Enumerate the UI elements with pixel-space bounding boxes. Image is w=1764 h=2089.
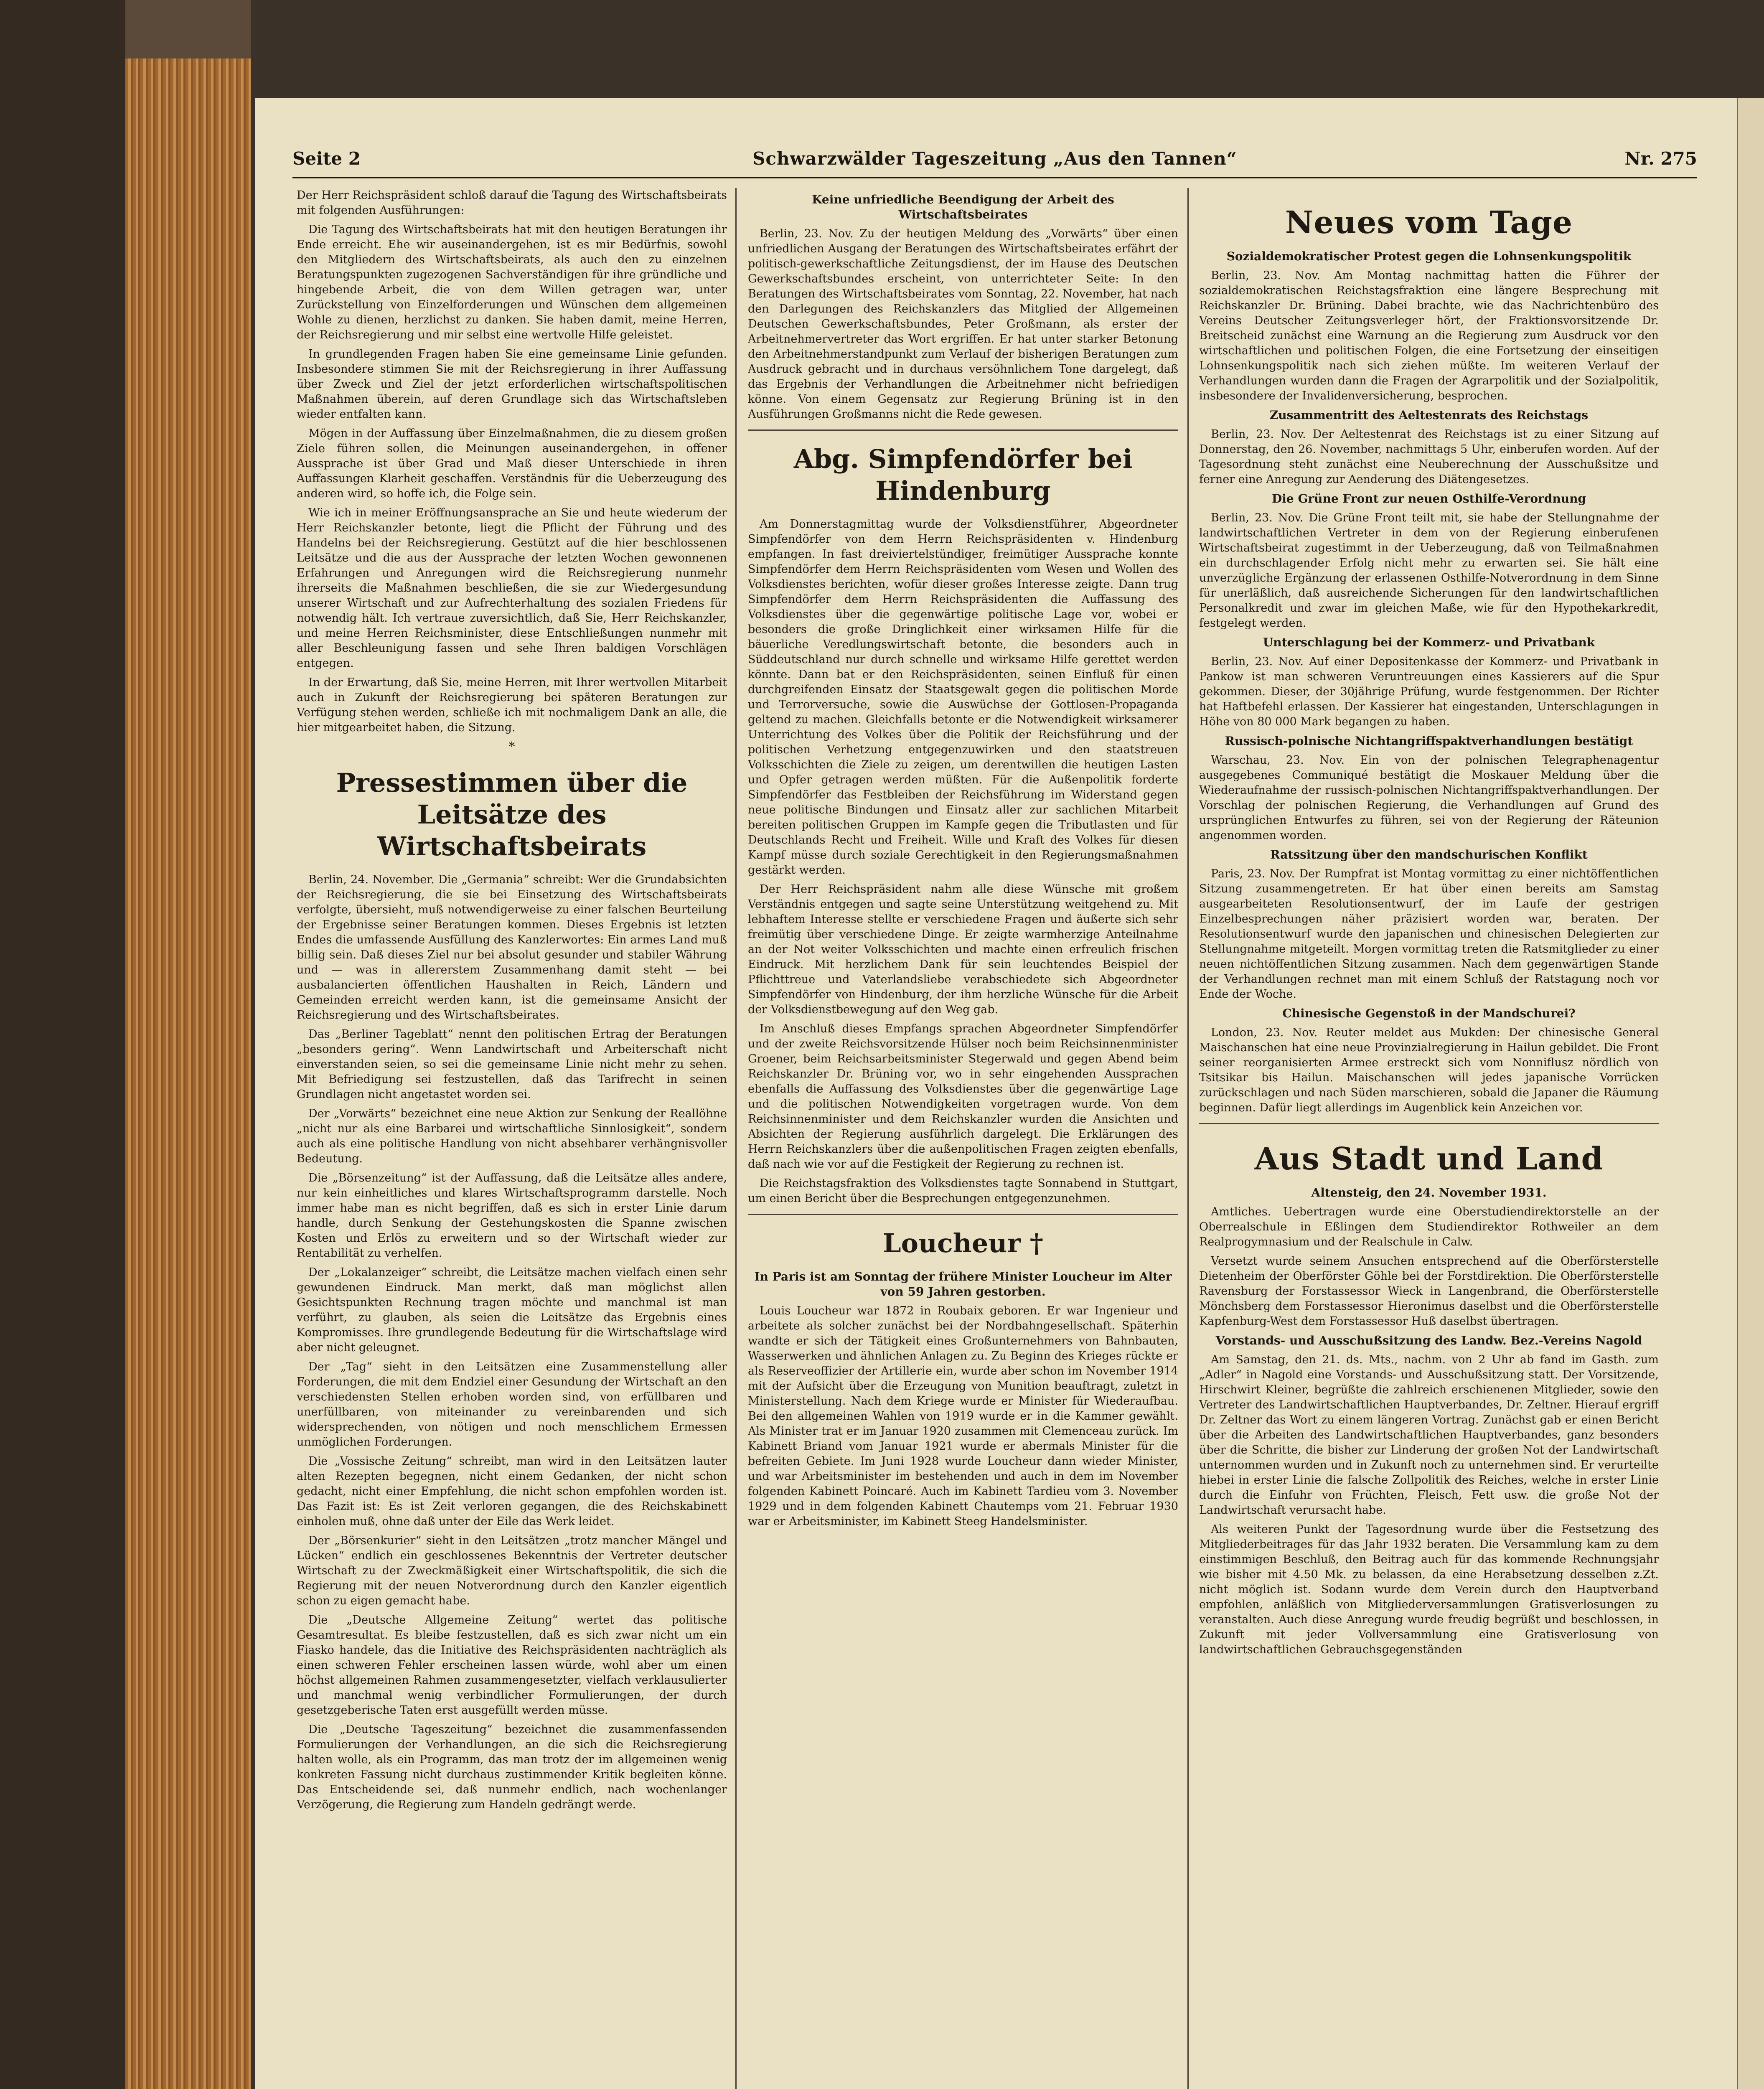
news-subhead: Vorstands- und Ausschußsitzung des Landw. Bez.-Vereins Nagold — [1215, 1334, 1642, 1347]
news-paragraph: Berlin, 23. Nov. Auf einer Depositenkasse der Kommerz- und Privatbank in Pankow ist man schweren Veruntreuungen eines Kassierers auf die Spur gekommen. Dieser, der 30jährige Prüfung, wurde festgenommen. Der Richter hat Haftbefehl erlassen. Der Kassierer hat eingestanden, Unterschlagungen in Höhe von 80 000 Mark begangen zu haben. — [1199, 655, 1659, 728]
news-subhead: Sozialdemokratischer Protest gegen die Lohnsenkungspolitik — [1226, 249, 1632, 263]
article-intro: Der Herr Reichspräsident schloß darauf die Tagung des Wirtschaftsbeirats mit folgenden Ausführungen: — [297, 189, 727, 217]
book-spine — [0, 0, 125, 2089]
article-paragraph: Die Reichstagsfraktion des Volksdienstes tagte Sonnabend in Stuttgart, um einen Bericht über die Besprechungen entgegenzunehmen. — [748, 1177, 1178, 1205]
news-paragraph: Als weiteren Punkt der Tagesordnung wurde über die Festsetzung des Mitgliederbeitrages für das Jahr 1932 beraten. Die Versammlung kam zu dem einstimmigen Beschluß, den Beitrag auch für das kommende Rechnungsjahr wie bisher mit 4.50 Mk. zu belassen, da eine Herabsetzung desselben z.Zt. nicht möglich ist. Sodann wurde dem Verein durch den Hauptverband empfohlen, anläßlich von Mitgliederversammlungen Gratisverlosungen zu veranstalten. Auch diese Anregung wurde freudig begrüßt und beschlossen, in Zukunft mit jeder Vollversammlung eine Gratisverlosung von landwirtschaftlichen Gebrauchsgegenständen — [1199, 1523, 1659, 1656]
headline-loucheur: Loucheur † — [882, 1228, 1044, 1258]
article-paragraph: Wie ich in meiner Eröffnungsansprache an Sie und heute wiederum der Herr Reichskanzler betonte, liegt die Pflicht der Führung und des Handelns bei der Reichsregierung. Gestützt auf die hier beschlossenen Leitsätze und die aus der Aussprache der letzten Wochen gewonnenen Erfahrungen und Anregungen wird die Reichsregierung nunmehr ihrerseits die Maßnahmen beschließen, die sie zur Wiedergesundung unserer Wirtschaft und zur Aufrechterhaltung des sozialen Friedens für notwendig hält. Ich vertraue zuversichtlich, daß Sie, Herr Reichskanzler, und meine Herren Reichsminister, diese Entschließungen nunmehr mit aller Beschleunigung fassen und sehe Ihren baldigen Vorschlägen entgegen. — [297, 506, 727, 670]
facing-page-edge — [1737, 98, 1764, 2089]
news-paragraph: Versetzt wurde seinem Ansuchen entsprechend auf die Oberförsterstelle Dietenheim der Oberförster Göhle bei der Forstdirektion. Die Oberförsterstelle Ravensburg der Forstassessor Wieck in Langenbrand, die Oberförsterstelle Mönchsberg dem Forstassessor Hieronimus daselbst und die Oberförsterstelle Kapfenburg-West dem Forstassessor Huß daselbst übertragen. — [1199, 1255, 1659, 1328]
news-subhead: Russisch-polnische Nichtangriffspaktverhandlungen bestätigt — [1225, 734, 1633, 748]
news-paragraph: Paris, 23. Nov. Der Rumpfrat ist Montag vormittag zu einer nichtöffentlichen Sitzung zusammengetreten. Er hat über einen bereits am Samstag ausgearbeiteten Resolutionsentwurf, der im Laufe der gestrigen Einzelbesprechungen näher präzisiert worden war, beraten. Der Resolutionsentwurf wurde den japanischen und chinesischen Delegierten zur Stellungnahme mitgeteilt. Morgen vormittag treten die Ratsmitglieder zu einer neuen nichtöffentlichen Sitzung zusammen. Nach dem gegenwärtigen Stande der Verhandlungen rechnet man mit einem Schluß der Ratstagung noch vor Ende der Woche. — [1199, 867, 1659, 1001]
divider — [1199, 1123, 1659, 1124]
article-paragraph: Der „Börsenkurier“ sieht in den Leitsätzen „trotz mancher Mängel und Lücken“ endlich ein geschlossenes Bekenntnis der Vertreter deutscher Wirtschaft zu der Zweckmäßigkeit einer Wirtschaftspolitik, die sich die Regierung mit der neuen Notverordnung durch den Kanzler eigentlich schon zu eigen gemacht habe. — [297, 1534, 727, 1607]
divider — [748, 429, 1178, 431]
article-paragraph: Der Herr Reichspräsident nahm alle diese Wünsche mit großem Verständnis entgegen und sagte seine Unterstützung weitgehend zu. Mit lebhaftem Interesse stellte er verschiedene Fragen und äußerte sich sehr freimütig über verschiedene Dinge. Er zeigte warmherzige Anteilnahme an der Not weiter Volksschichten und machte einen erfreulich frischen Eindruck. Mit herzlichem Dank für sein leuchtendes Beispiel der Pflichttreue und Vaterlandsliebe verabschiedete sich Abgeordneter Simpfendörfer von Hindenburg, der ihm herzliche Wünsche für die Arbeit der Volksdienstbewegung auf den Weg gab. — [748, 883, 1178, 1016]
article-paragraph: Berlin, 23. Nov. Zu der heutigen Meldung des „Vorwärts“ über einen unfriedlichen Ausgang der Beratungen des Wirtschaftsbeirates erfährt der politisch-gewerkschaftliche Zeitungsdienst, der im Hause des Deutschen Gewerkschaftsbundes erscheint, von unterrichteter Seite: In den Beratungen des Wirtschaftsbeirates vom Sonntag, 22. November, hat nach den Darlegungen des Reichskanzlers das Mitglied der Allgemeinen Deutschen Gewerkschaftsbundes, Peter Großmann, als erster der Arbeitnehmervertreter das Wort ergriffen. Er hat unter starker Betonung den Arbeitnehmerstandpunkt zum Verlauf der bisherigen Beratungen zum Ausdruck gebracht und in durchaus versöhnlichem Tone dargelegt, daß das Ergebnis der Verhandlungen die Arbeitnehmer nicht befriedigen könne. Von einem Gegensatz zur Regierung Brüning ist in den Ausführungen Großmanns nicht die Rede gewesen. — [748, 227, 1178, 421]
section-title-neues: Neues vom Tage — [1285, 205, 1573, 241]
column-3 — [1199, 188, 1659, 2089]
article-paragraph: In grundlegenden Fragen haben Sie eine gemeinsame Linie gefunden. Insbesondere stimmen Sie mit der Reichsregierung in ihrer Auffassung über Zweck und Ziel der jetzt erforderlichen wirtschaftspolitischen Maßnahmen überein, auf deren Grundlage sich das Wirtschaftsleben wieder entfalten kann. — [297, 348, 727, 421]
news-subhead: Ratssitzung über den mandschurischen Konflikt — [1270, 848, 1588, 862]
article-paragraph: Die „Börsenzeitung“ ist der Auffassung, daß die Leitsätze alles andere, nur kein einheitliches und klares Wirtschaftsprogramm darstelle. Noch immer habe man es nicht begriffen, daß es sich in erster Linie darum handle, durch Senkung der Gestehungskosten die Spanne zwischen Kosten und Erlös zu erweitern und so der Wirtschaft wieder zur Rentabilität zu verhelfen. — [297, 1172, 727, 1260]
article-paragraph: Die „Vossische Zeitung“ schreibt, man wird in den Leitsätzen lauter alten Rezepten begegnen, nicht einem Gedanken, der nicht schon gedacht, nicht einer Empfehlung, die nicht schon empfohlen worden ist. Das Fazit ist: Es ist Zeit verloren gegangen, die des Reichskabinett einholen muß, ohne daß unter der Eile das Werk leidet. — [297, 1455, 727, 1528]
article-paragraph: Am Donnerstagmittag wurde der Volksdienstführer, Abgeordneter Simpfendörfer von dem Herrn Reichspräsidenten v. Hindenburg empfangen. In fast dreiviertelstündiger, freimütiger Aussprache konnte Simpfendörfer dem Herrn Reichspräsidenten vom Wesen und Wollen des Volksdienstes berichten, wofür dieser großes Interesse zeigte. Dann trug Simpfendörfer dem Herrn Reichspräsidenten die Auffassung des Volksdienstes über die gegenwärtige politische Lage vor, wobei er besonders die große Dringlichkeit einer wirksamen Hilfe für die bäuerliche Veredlungswirtschaft betonte, die besonders auch in Süddeutschland nur durch schnelle und wirksame Hilfe gerettet werden könnte. Dann bat er den Reichspräsidenten, seinen Einfluß für einen durchgreifenden Einsatz der Staatsgewalt gegen die politischen Morde und Terrorversuche, sowie die Auswüchse der Gottlosen-Propaganda geltend zu machen. Gleichfalls betonte er die Notwendigkeit wirksamerer Unterrichtung des Volkes über die Politik der Reichsführung und der politischen Verhetzung entgegenzuwirken und den staatstreuen Volksschichten die Ziele zu zeigen, um derentwillen die heutigen Lasten und Opfer getragen werden müßten. Für die Außenpolitik forderte Simpfendörfer das Festbleiben der Reichsführung im Widerstand gegen neue politische Bindungen und Einsatz aller zur sachlichen Mitarbeit bereiten politischen Gruppen im Kampfe gegen die Tributlasten und für Deutschlands Recht und Freiheit. Wille und Kraft des Volkes für diesen Kampf müsse durch soziale Gerechtigkeit in den Regierungsmaßnahmen gestärkt werden. — [748, 518, 1178, 877]
paper-title: Schwarzwälder Tageszeitung „Aus den Tannen“ — [752, 148, 1237, 169]
article-paragraph: Das „Berliner Tageblatt“ nennt den politischen Ertrag der Beratungen „besonders gering“. Wenn Landwirtschaft und Arbeiterschaft nicht einverstanden seien, so sei die gemeinsame Linie nicht mehr zu sehen. Mit Befriedigung sei festzustellen, daß das Tarifrecht in seinen Grundlagen nicht angetastet worden sei. — [297, 1028, 727, 1101]
headline-beirat: Keine unfriedliche Beendigung der Arbeit des Wirtschaftsbeirates — [812, 193, 1114, 221]
article-paragraph: Der „Lokalanzeiger“ schreibt, die Leitsätze machen vielfach einen sehr gewundenen Eindruck. Man merkt, daß man möglichst allen Gesichtspunkten Rechnung tragen möchte und manchmal ist man verführt, zu glauben, als seien die Leitsätze das Ergebnis eines Kompromisses. Ihre grundlegende Bedeutung für die Wirtschaftslage wird aber nicht geleugnet. — [297, 1266, 727, 1354]
article-paragraph: Im Anschluß dieses Empfangs sprachen Abgeordneter Simpfendörfer und der zweite Reichsvorsitzende Hülser noch beim Reichsinnenminister Groener, beim Reichsarbeitsminister Stegerwald und gegen Abend beim Reichskanzler Dr. Brüning vor, wo in sehr eingehenden Aussprachen ebenfalls die Auffassung des Volksdienstes über die gegenwärtige Lage und die politischen Notwendigkeiten vorgetragen wurde. Von dem Reichsinnenminister und dem Reichskanzler wurden die Ansichten und Absichten der Regierung ausführlich dargelegt. Die Erklärungen des Herrn Reichskanzlers über die außenpolitischen Fragen zeigten ebenfalls, daß nach wie vor auf die Festigkeit der Regierung zu rechnen ist. — [748, 1022, 1178, 1171]
header-rule — [292, 177, 1697, 178]
article-paragraph: Die „Deutsche Allgemeine Zeitung“ wertet das politische Gesamtresultat. Es bleibe festzustellen, daß es sich zwar nicht um ein Fiasko handele, das die Initiative des Reichspräsidenten nachträglich als einen schweren Fehler erscheinen lassen würde, wohl aber um einen höchst allgemeinen Rahmen zusammengesetzter, vielfach verklausulierter und manchmal wenig verbindlicher Formulierungen, der durch gesetzgeberische Taten erst ausgefüllt werden müsse. — [297, 1614, 727, 1717]
news-paragraph: Berlin, 23. Nov. Die Grüne Front teilt mit, sie habe der Stellungnahme der landwirtschaftlichen Vertreter in dem von der Regierung einberufenen Wirtschaftsbeirat zugestimmt in der Ueberzeugung, daß von Teilmaßnahmen ein durchschlagender Erfolg nicht mehr zu erwarten sei. Sie hält eine unverzügliche Ergänzung der erlassenen Osthilfe-Notverordnung in dem Sinne für unerläßlich, daß ausreichende Sicherungen für den landwirtschaftlichen Personalkredit und zwar im gleichen Maße, wie für den Hypothekarkredit, festgelegt werden. — [1199, 511, 1659, 630]
news-paragraph: Amtliches. Uebertragen wurde eine Oberstudiendirektorstelle an der Oberrealschule in Eßlingen dem Studiendirektor Rothweiler an dem Realprogymnasium und der Realschule in Calw. — [1199, 1205, 1659, 1248]
article-paragraph: In der Erwartung, daß Sie, meine Herren, mit Ihrer wertvollen Mitarbeit auch in Zukunft der Reichsregierung bei späteren Beratungen zur Verfügung stehen werden, schließe ich mit nochmaligem Dank an alle, die hier mitgearbeitet haben, die Sitzung. — [297, 676, 727, 734]
news-paragraph: Warschau, 23. Nov. Ein von der polnischen Telegraphenagentur ausgegebenes Communiqué bestätigt die Moskauer Meldung über die Wiederaufnahme der russisch-polnischen Nichtangriffspaktverhandlungen. Der Vorschlag der polnischen Regierung, die Verhandlungen auf Grund des ursprünglichen Entwurfes zu führen, sei von der Regierung der Räteunion angenommen worden. — [1199, 754, 1659, 842]
news-subhead: Zusammentritt des Aeltestenrats des Reichstags — [1269, 408, 1589, 422]
section-title-stadt: Aus Stadt und Land — [1254, 1141, 1604, 1177]
newspaper-page — [255, 98, 1764, 2089]
page-header — [292, 148, 1697, 173]
news-subhead: Die Grüne Front zur neuen Osthilfe-Verordnung — [1271, 492, 1586, 506]
article-paragraph: Berlin, 24. November. Die „Germania“ schreibt: Wer die Grundabsichten der Reichsregierung, die sie bei Einsetzung des Wirtschaftsbeirats verfolgte, übersieht, muß notwendigerweise zu einer falschen Beurteilung der Ergebnisse seiner Beratungen kommen. Dieses Ergebnis ist letzten Endes die umfassende Ausfüllung des Kanzlerwortes: Ein armes Land muß billig sein. Daß dieses Ziel nur bei absolut gesunder und stabiler Währung und — was in allererstem Zusammenhang damit steht — bei ausbalancierten öffentlichen Haushalten in Reich, Ländern und Gemeinden erreicht werden kann, ist die gemeinsame Ansicht der Reichsregierung und des Wirtschaftsbeirates. — [297, 873, 727, 1022]
dateline: Altensteig, den 24. November 1931. — [1311, 1186, 1547, 1200]
article-paragraph: Louis Loucheur war 1872 in Roubaix geboren. Er war Ingenieur und arbeitete als solcher zunächst bei der Nordbahngesellschaft. Späterhin wandte er sich der Tätigkeit eines Großunternehmers von Bahnbauten, Wasserwerken und ähnlichen Anlagen zu. Zu Beginn des Krieges rückte er als Reserveoffizier der Artillerie ein, wurde aber schon im November 1914 mit der Aufsicht über die Erzeugung von Munition beauftragt, zuletzt in Ministerstellung. Nach dem Kriege wurde er Minister für Wiederaufbau. Bei den allgemeinen Wahlen von 1919 wurde er in die Kammer gewählt. Als Minister trat er im Januar 1920 zusammen mit Clemenceau zurück. Im Kabinett Briand vom Januar 1921 wurde er abermals Minister für die befreiten Gebiete. Im Juni 1928 wurde Loucheur dann wieder Minister, und war Arbeitsminister im bestehenden und auch in dem im November folgenden Kabinett Poincaré. Auch im Kabinett Tardieu vom 3. November 1929 und in dem folgenden Kabinett Chautemps vom 21. Februar 1930 war er Arbeitsminister, im Kabinett Steeg Handelsminister. — [748, 1304, 1178, 1528]
section-ornament: * — [508, 740, 515, 754]
page-label: Seite 2 — [292, 148, 361, 169]
news-subhead: Unterschlagung bei der Kommerz- und Privatbank — [1263, 635, 1595, 649]
news-paragraph: Am Samstag, den 21. ds. Mts., nachm. von 2 Uhr ab fand im Gasth. zum „Adler“ in Nagold eine Vorstands- und Ausschußsitzung statt. Der Vorsitzende, Hirschwirt Kleiner, begrüßte die zahlreich erschienenen Mitglieder, sowie den Vertreter des Landwirtschaftlichen Hauptverbandes, Dr. Zeltner. Hierauf ergriff Dr. Zeltner das Wort zu einem längeren Vortrag. Zunächst gab er einen Bericht über die Arbeiten des Landwirtschaftlichen Hauptverbandes, ganz besonders über die Schritte, die bisher zur Linderung der großen Not der Landwirtschaft unternommen wurden und in Zukunft noch zu unternehmen sind. Er verurteilte hiebei in erster Linie die falsche Zollpolitik des Reiches, welche in erster Linie durch die Einfuhr von Früchten, Fleisch, Fett usw. die große Not der Landwirtschaft verursacht habe. — [1199, 1353, 1659, 1517]
page-edges — [125, 58, 251, 2089]
article-paragraph: Der „Tag“ sieht in den Leitsätzen eine Zusammenstellung aller Forderungen, die mit dem Endziel einer Gesundung der Wirtschaft an den verschiedensten Stellen erhoben worden sind, von erfüllbaren und unerfüllbaren, von miteinander zu vereinbarenden und sich widersprechenden, von nötigen und noch menschlichem Ermessen unmöglichen Forderungen. — [297, 1360, 727, 1449]
headline-press: Pressestimmen über die Leitsätze des Wirtschaftsbeirats — [336, 767, 688, 862]
article-paragraph: Mögen in der Auffassung über Einzelmaßnahmen, die zu diesem großen Ziele führen sollen, die Meinungen auseinandergehen, in offener Aussprache ist über Grad und Maß dieser Unterschiede in ihren Auffassungen Klarheit geschaffen. Verständnis für die Ueberzeugung des anderen wird, so hoffe ich, die Folge sein. — [297, 427, 727, 500]
divider — [748, 1214, 1178, 1215]
article-paragraph: Der „Vorwärts“ bezeichnet eine neue Aktion zur Senkung der Reallöhne „nicht nur als eine Barbarei und wirtschaftliche Sinnlosigkeit“, sondern auch als eine politische Handlung von nicht absehbarer verhängnisvoller Bedeutung. — [297, 1107, 727, 1165]
issue-number: Nr. 275 — [1624, 148, 1697, 169]
news-paragraph: Berlin, 23. Nov. Der Aeltestenrat des Reichstags ist zu einer Sitzung auf Donnerstag, den 26. November, nachmittags 5 Uhr, einberufen worden. Auf der Tagesordnung steht zunächst eine Neuberechnung der Ausschußsitze und ferner eine Anregung zur Aenderung des Diätengesetzes. — [1199, 428, 1659, 486]
news-subhead: Chinesische Gegenstoß in der Mandschurei? — [1282, 1006, 1576, 1020]
article-paragraph: Die „Deutsche Tageszeitung“ bezeichnet die zusammenfassenden Formulierungen der Verhandlungen, an die sich die Reichsregierung halten wolle, als ein Programm, das man trotz der im allgemeinen wenig konkreten Fassung nicht durchaus zustimmender Kritik begleiten könne. Das Entscheidende sei, daß nunmehr endlich, nach wochenlanger Verzögerung, die Regierung zum Handeln gedrängt werde. — [297, 1723, 727, 1811]
column-rule — [735, 188, 737, 2089]
news-paragraph: Berlin, 23. Nov. Am Montag nachmittag hatten die Führer der sozialdemokratischen Reichstagsfraktion eine längere Besprechung mit Reichskanzler Dr. Brüning. Dabei brachte, wie das Nachrichtenbüro des Vereins Deutscher Zeitungsverleger hört, der Fraktionsvorsitzende Dr. Breitscheid zunächst eine Warnung an die Regierung zum Ausdruck vor den wirtschaftlichen und politischen Folgen, die eine Fortsetzung der einseitigen Lohnsenkungspolitik nach sich ziehen müßte. Im weiteren Verlauf der Verhandlungen wurden dann die Fragen der Agrarpolitik und der Sozialpolitik, insbesondere der Invalidenversicherung, besprochen. — [1199, 269, 1659, 402]
column-1 — [297, 188, 727, 2089]
column-rule — [1187, 188, 1189, 2089]
subheadline-loucheur: In Paris ist am Sonntag der frühere Minister Loucheur im Alter von 59 Jahren gestorben. — [754, 1270, 1172, 1299]
column-2 — [748, 188, 1178, 2089]
news-paragraph: London, 23. Nov. Reuter meldet aus Mukden: Der chinesische General Maischanschen hat eine neue Provinzialregierung in Hailun gebildet. Die Front seiner reorganisierten Armee erstreckt sich vom Nonniflusz nördlich von Tsitsikar bis Hailun. Maischanschen will jedes japanische Vorrücken zurückschlagen und nach Süden marschieren, sobald die Japaner die Räumung beginnen. Dafür liegt allerdings im Augenblick kein Anzeichen vor. — [1199, 1026, 1659, 1114]
headline-simpfendoerfer: Abg. Simpfendörfer bei Hindenburg — [793, 444, 1133, 506]
article-paragraph: Die Tagung des Wirtschaftsbeirats hat mit den heutigen Beratungen ihr Ende erreicht. Ehe wir auseinandergehen, ist es mir Bedürfnis, sowohl den Mitgliedern des Wirtschaftsbeirats, als auch den zu einzelnen Beratungspunkten zugezogenen Sachverständigen für ihre gründliche und hingebende Arbeit, die von dem Willen getragen war, unter Zurückstellung von Einzelforderungen und Wünschen dem allgemeinen Wohle zu dienen, herzlichst zu danken. Sie haben damit, meine Herren, der Reichsregierung und mir selbst eine wertvolle Hilfe geleistet. — [297, 223, 727, 341]
